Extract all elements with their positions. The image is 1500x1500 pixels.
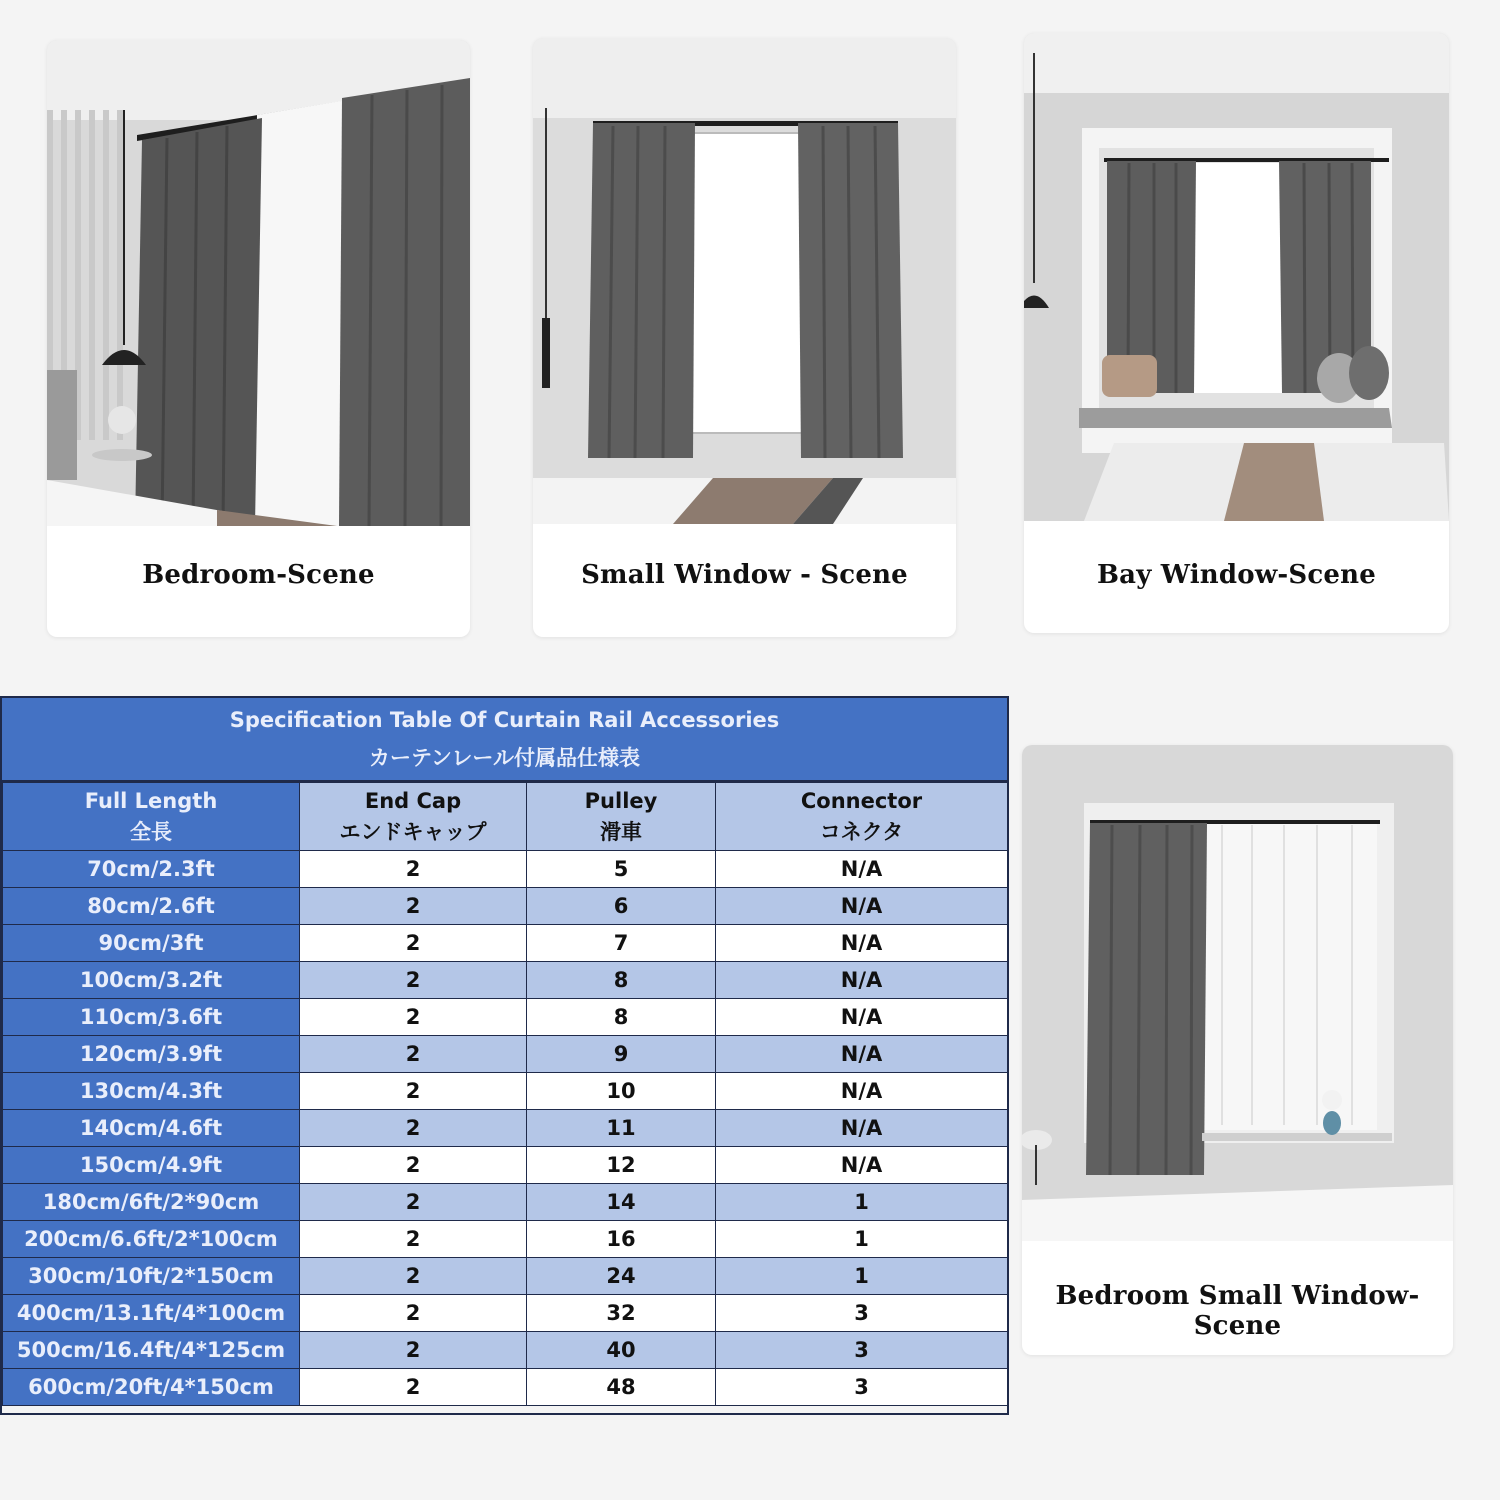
cell-full-length: 110cm/3.6ft	[3, 999, 300, 1036]
cell-connector: N/A	[716, 1147, 1008, 1184]
cell-pulley: 40	[527, 1332, 716, 1369]
cell-pulley: 8	[527, 999, 716, 1036]
cell-full-length: 150cm/4.9ft	[3, 1147, 300, 1184]
scene-caption: Small Window - Scene	[581, 560, 908, 590]
specification-table	[0, 696, 1009, 1415]
header-end-cap: End Cap エンドキャップ	[300, 783, 527, 851]
cell-pulley: 8	[527, 962, 716, 999]
cell-full-length: 80cm/2.6ft	[3, 888, 300, 925]
scene-card-small-window	[533, 38, 956, 637]
table-row	[3, 1258, 1008, 1295]
cell-full-length: 400cm/13.1ft/4*100cm	[3, 1295, 300, 1332]
cell-pulley: 24	[527, 1258, 716, 1295]
cell-full-length: 500cm/16.4ft/4*125cm	[3, 1332, 300, 1369]
header-connector: Connector コネクタ	[716, 783, 1008, 851]
cell-end-cap: 2	[300, 1295, 527, 1332]
table-header-row	[3, 783, 1008, 851]
scene-caption: Bay Window-Scene	[1097, 560, 1376, 590]
header-pulley: Pulley 滑車	[527, 783, 716, 851]
cell-pulley: 5	[527, 851, 716, 888]
bay-window-scene-photo	[1024, 33, 1449, 521]
cell-pulley: 14	[527, 1184, 716, 1221]
table-row	[3, 888, 1008, 925]
cell-full-length: 600cm/20ft/4*150cm	[3, 1369, 300, 1406]
cell-connector: 3	[716, 1332, 1008, 1369]
cell-pulley: 11	[527, 1110, 716, 1147]
table-title-en: Specification Table Of Curtain Rail Accessories	[229, 708, 780, 732]
spec-grid	[2, 782, 1008, 1406]
cell-connector: N/A	[716, 999, 1008, 1036]
cell-end-cap: 2	[300, 888, 527, 925]
cell-full-length: 90cm/3ft	[3, 925, 300, 962]
cell-pulley: 6	[527, 888, 716, 925]
cell-full-length: 300cm/10ft/2*150cm	[3, 1258, 300, 1295]
cell-connector: N/A	[716, 888, 1008, 925]
cell-pulley: 9	[527, 1036, 716, 1073]
cell-full-length: 140cm/4.6ft	[3, 1110, 300, 1147]
table-row	[3, 1036, 1008, 1073]
table-row	[3, 1110, 1008, 1147]
cell-connector: N/A	[716, 1036, 1008, 1073]
cell-connector: 3	[716, 1369, 1008, 1406]
cell-end-cap: 2	[300, 1036, 527, 1073]
table-body	[3, 851, 1008, 1406]
cell-full-length: 100cm/3.2ft	[3, 962, 300, 999]
cell-end-cap: 2	[300, 1073, 527, 1110]
header-full-length: Full Length 全長	[3, 783, 300, 851]
table-row	[3, 851, 1008, 888]
table-row	[3, 1332, 1008, 1369]
cell-full-length: 200cm/6.6ft/2*100cm	[3, 1221, 300, 1258]
cell-full-length: 70cm/2.3ft	[3, 851, 300, 888]
cell-full-length: 130cm/4.3ft	[3, 1073, 300, 1110]
cell-connector: 3	[716, 1295, 1008, 1332]
cell-connector: 1	[716, 1221, 1008, 1258]
cell-end-cap: 2	[300, 962, 527, 999]
cell-pulley: 48	[527, 1369, 716, 1406]
table-row	[3, 962, 1008, 999]
cell-end-cap: 2	[300, 1147, 527, 1184]
cell-connector: 1	[716, 1184, 1008, 1221]
cell-connector: N/A	[716, 962, 1008, 999]
cell-end-cap: 2	[300, 999, 527, 1036]
cell-pulley: 12	[527, 1147, 716, 1184]
cell-full-length: 120cm/3.9ft	[3, 1036, 300, 1073]
bedroom-small-window-scene-photo	[1022, 745, 1453, 1241]
cell-end-cap: 2	[300, 1221, 527, 1258]
scene-card-bedroom-small-window	[1022, 745, 1453, 1355]
table-title-ja: カーテンレール付属品仕様表	[368, 746, 640, 770]
table-row	[3, 1073, 1008, 1110]
cell-connector: N/A	[716, 851, 1008, 888]
table-row	[3, 925, 1008, 962]
scene-card-bay-window	[1024, 33, 1449, 633]
cell-end-cap: 2	[300, 1184, 527, 1221]
scene-caption: Bedroom-Scene	[142, 560, 375, 590]
table-row	[3, 1295, 1008, 1332]
cell-end-cap: 2	[300, 1332, 527, 1369]
cell-end-cap: 2	[300, 1110, 527, 1147]
cell-pulley: 10	[527, 1073, 716, 1110]
table-row	[3, 999, 1008, 1036]
cell-pulley: 7	[527, 925, 716, 962]
bedroom-scene-photo	[47, 40, 470, 526]
table-row	[3, 1221, 1008, 1258]
cell-end-cap: 2	[300, 851, 527, 888]
table-row	[3, 1147, 1008, 1184]
cell-connector: 1	[716, 1258, 1008, 1295]
cell-full-length: 180cm/6ft/2*90cm	[3, 1184, 300, 1221]
cell-end-cap: 2	[300, 925, 527, 962]
scene-caption: Bedroom Small Window-Scene	[1055, 1281, 1420, 1341]
cell-end-cap: 2	[300, 1369, 527, 1406]
cell-connector: N/A	[716, 1073, 1008, 1110]
scene-card-bedroom	[47, 40, 470, 637]
cell-end-cap: 2	[300, 1258, 527, 1295]
cell-connector: N/A	[716, 925, 1008, 962]
cell-pulley: 16	[527, 1221, 716, 1258]
table-row	[3, 1184, 1008, 1221]
cell-connector: N/A	[716, 1110, 1008, 1147]
cell-pulley: 32	[527, 1295, 716, 1332]
small-window-scene-photo	[533, 38, 956, 524]
table-title	[2, 698, 1007, 782]
table-row	[3, 1369, 1008, 1406]
